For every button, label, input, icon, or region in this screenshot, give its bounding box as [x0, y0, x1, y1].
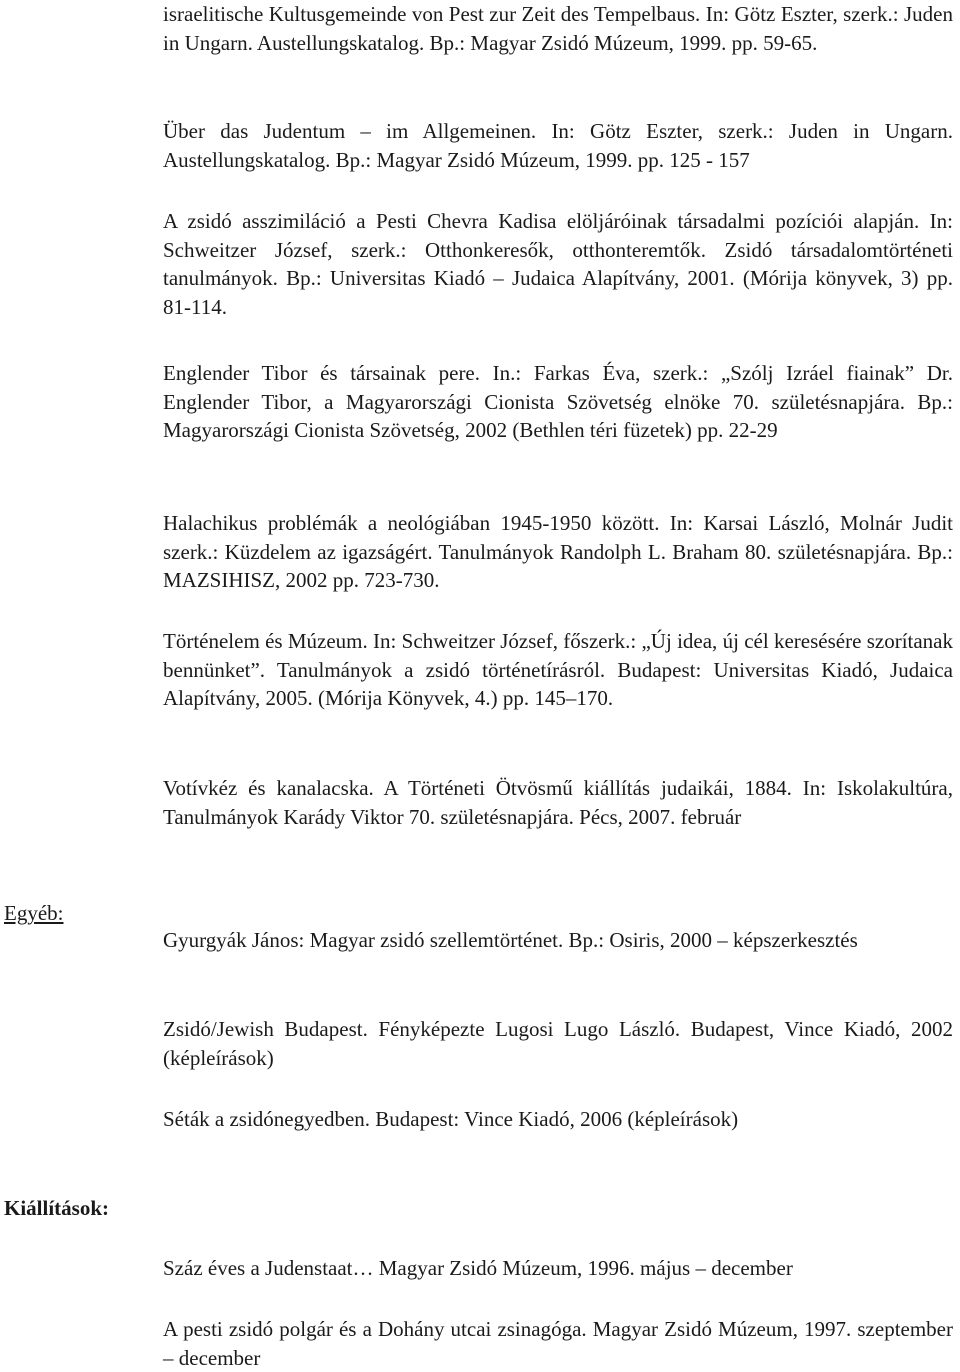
publication-entry: Történelem és Múzeum. In: Schweitzer József, főszerk.: „Új idea, új cél keresésére szorítanak bennünket”. Tanulmányok a zsidó történetírásról. Budapest: Universitas Kiadó, Judaica Alapítvány, 2005. (Mórija Könyvek, 4.) pp. 145–170. — [163, 629, 953, 710]
publication-entry: israelitische Kultusgemeinde von Pest zur Zeit des Tempelbaus. In: Götz Eszter, szerk.: Juden in Ungarn. Austellungskatalog. Bp.: Magyar Zsidó Múzeum, 1999. pp. 59-65. — [163, 2, 953, 55]
publication-entry: Votívkéz és kanalacska. A Történeti Ötvösmű kiállítás judaikái, 1884. In: Iskolakultúra, Tanulmányok Karády Viktor 70. születésnapjára. Pécs, 2007. február — [163, 776, 953, 829]
exhibition-entry: A pesti zsidó polgár és a Dohány utcai zsinagóga. Magyar Zsidó Múzeum, 1997. szeptember – december — [163, 1317, 953, 1370]
section-label-exhibitions: Kiállítások: — [4, 1196, 110, 1220]
publication-entry: Über das Judentum – im Allgemeinen. In: Götz Eszter, szerk.: Juden in Ungarn. Austellungskatalog. Bp.: Magyar Zsidó Múzeum, 1999. pp. 125 - 157 — [163, 119, 953, 172]
other-entry: Gyurgyák János: Magyar zsidó szellemtörténet. Bp.: Osiris, 2000 – képszerkesztés — [163, 928, 858, 952]
section-label-other: Egyéb: — [4, 901, 64, 925]
publication-entry: Halachikus problémák a neológiában 1945-1950 között. In: Karsai László, Molnár Judit szerk.: Küzdelem az igazságért. Tanulmányok Randolph L. Braham 80. születésnapjára. Bp.: MAZSIHISZ, 2002 pp. 723-730. — [163, 511, 953, 592]
publication-entry: A zsidó asszimiláció a Pesti Chevra Kadisa elöljáróinak társadalmi pozíciói alapján. In: Schweitzer József, szerk.: Otthonkeresők, otthonteremtők. Zsidó társadalomtörténeti tanulmányok. Bp.: Universitas Kiadó – Judaica Alapítvány, 2001. (Mórija könyvek, 3) pp. 81-114. — [163, 209, 953, 319]
publication-entry: Englender Tibor és társainak pere. In.: Farkas Éva, szerk.: „Szólj Izráel fiainak” Dr. Englender Tibor, a Magyarországi Cionista Szövetség elnöke 70. születésnapjára. Bp.: Magyarországi Cionista Szövetség, 2002 (Bethlen téri füzetek) pp. 22-29 — [163, 361, 953, 442]
other-entry: Séták a zsidónegyedben. Budapest: Vince Kiadó, 2006 (képleírások) — [163, 1107, 739, 1131]
other-entry: Zsidó/Jewish Budapest. Fényképezte Lugosi Lugo László. Budapest, Vince Kiadó, 2002 (képleírások) — [163, 1017, 953, 1070]
exhibition-entry: Száz éves a Judenstaat… Magyar Zsidó Múzeum, 1996. május – december — [163, 1256, 793, 1280]
